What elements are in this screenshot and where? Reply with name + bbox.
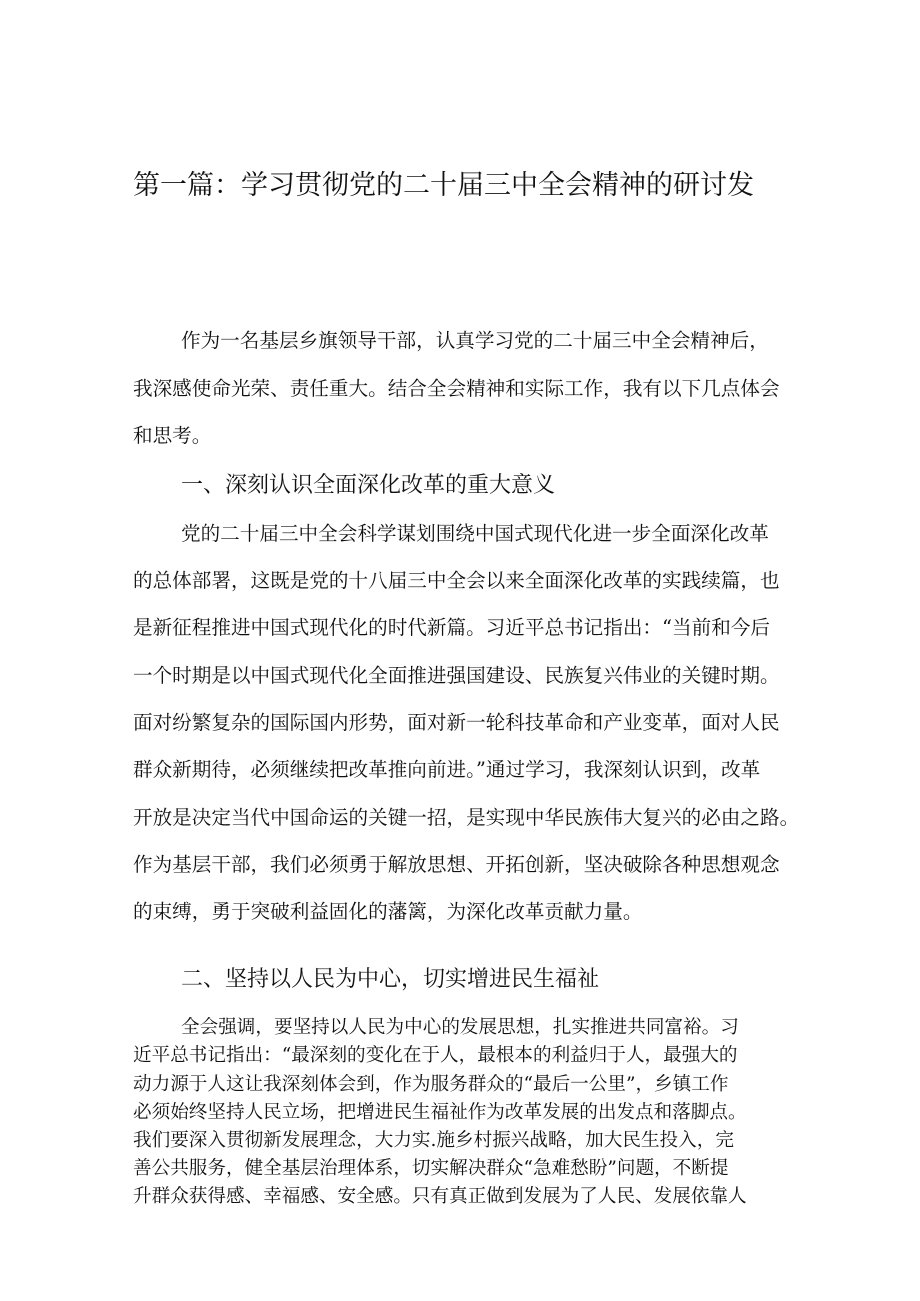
intro-line: 和思考。: [133, 424, 212, 447]
section-1-line: 一个时期是以中国式现代化全面推进强国建设、民族复兴伟业的关键时期。: [133, 664, 780, 687]
section-1-line: 开放是决定当代中国命运的关键一招，是实现中华民族伟大复兴的必由之路。: [133, 806, 800, 829]
section-1-line: 的总体部署，这既是党的十八届三中全会以来全面深化改革的实践续篇，也: [133, 569, 780, 592]
section-1-line: 群众新期待，必须继续把改革推向前进。”通过学习，我深刻认识到，改革: [133, 758, 761, 781]
section-2-line: 善公共服务，健全基层治理体系，切实解决群众“急难愁盼”问题，不断提: [133, 1158, 729, 1179]
section-2-line: 我们要深入贯彻新发展理念，大力实.施乡村振兴战略，加大民生投入，完: [133, 1130, 734, 1151]
section-2-line: 近平总书记指出：“最深刻的变化在于人，最根本的利益归于人，最强大的: [133, 1045, 738, 1066]
section-1-line: 党的二十届三中全会科学谋划围绕中国式现代化进一步全面深化改革: [181, 522, 769, 545]
section-2-heading: 二、坚持以人民为中心，切实增进民生福祉: [181, 967, 600, 992]
section-1-line: 面对纷繁复杂的国际国内形势，面对新一轮科技革命和产业变革，面对人民: [133, 711, 780, 734]
section-1-line: 作为基层干部，我们必须勇于解放思想、开拓创新，坚决破除各种思想观念: [133, 853, 780, 876]
section-2-line: 必须始终坚持人民立场，把增进民生福祉作为改革发展的出发点和落脚点。: [133, 1102, 747, 1123]
section-2-line: 动力源于人这让我深刻体会到，作为服务群众的“最后一公里”，乡镇工作: [133, 1074, 729, 1095]
intro-line: 我深感使命光荣、责任重大。结合全会精神和实际工作，我有以下几点体会: [133, 377, 780, 400]
document-title: 第一篇：学习贯彻党的二十届三中全会精神的研讨发: [133, 170, 754, 201]
intro-line: 作为一名基层乡旗领导干部，认真学习党的二十届三中全会精神后，: [181, 329, 769, 352]
section-1-line: 是新征程推进中国式现代化的时代新篇。习近平总书记指出：“当前和今后: [133, 616, 771, 639]
section-1-heading: 一、深刻认识全面深化改革的重大意义: [181, 473, 556, 498]
section-1-line: 的束缚，勇于突破利益固化的藩篱，为深化改革贡献力量。: [133, 900, 643, 923]
section-2-line: 全会强调，要坚持以人民为中心的发展思想，扎实推进共同富裕。习: [181, 1017, 739, 1038]
section-2-line: 升群众获得感、幸福感、安全感。只有真正做到发展为了人民、发展依靠人: [133, 1186, 747, 1207]
